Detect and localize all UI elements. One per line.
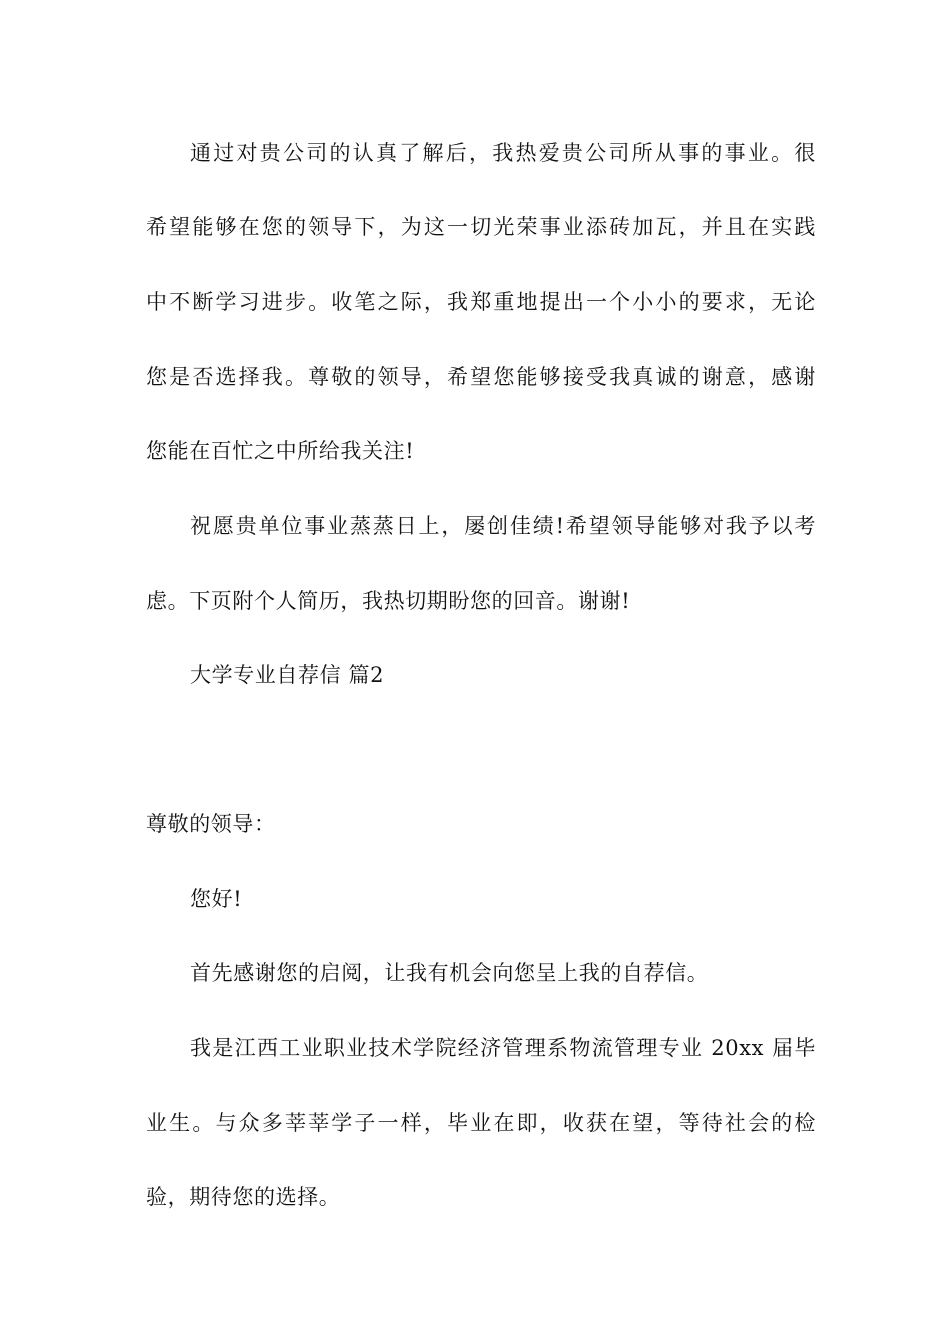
section-heading: 大学专业自荐信 篇2 — [190, 663, 385, 687]
paragraph-line: 希望能够在您的领导下，为这一切光荣事业添砖加瓦，并且在实践 — [146, 215, 816, 239]
paragraph-line: 首先感谢您的启阅，让我有机会向您呈上我的自荐信。 — [190, 961, 709, 985]
paragraph-line: 通过对贵公司的认真了解后，我热爱贵公司所从事的事业。很 — [190, 141, 816, 165]
paragraph-line: 祝愿贵单位事业蒸蒸日上，屡创佳绩!希望领导能够对我予以考 — [190, 514, 816, 538]
paragraph-line: 中不断学习进步。收笔之际，我郑重地提出一个小小的要求，无论 — [146, 290, 816, 314]
paragraph-line: 您能在百忙之中所给我关注! — [146, 439, 415, 463]
paragraph-line: 业生。与众多莘莘学子一样，毕业在即，收获在望，等待社会的检 — [146, 1111, 816, 1135]
paragraph-line: 验，期待您的选择。 — [146, 1185, 341, 1209]
salutation: 尊敬的领导： — [146, 812, 276, 836]
greeting: 您好! — [190, 887, 243, 911]
paragraph-line: 我是江西工业职业技术学院经济管理系物流管理专业 20xx 届毕 — [190, 1036, 816, 1060]
paragraph-line: 您是否选择我。尊敬的领导，希望您能够接受我真诚的谢意，感谢 — [146, 365, 816, 389]
paragraph-line: 虑。下页附个人简历，我热切期盼您的回音。谢谢! — [146, 589, 631, 613]
